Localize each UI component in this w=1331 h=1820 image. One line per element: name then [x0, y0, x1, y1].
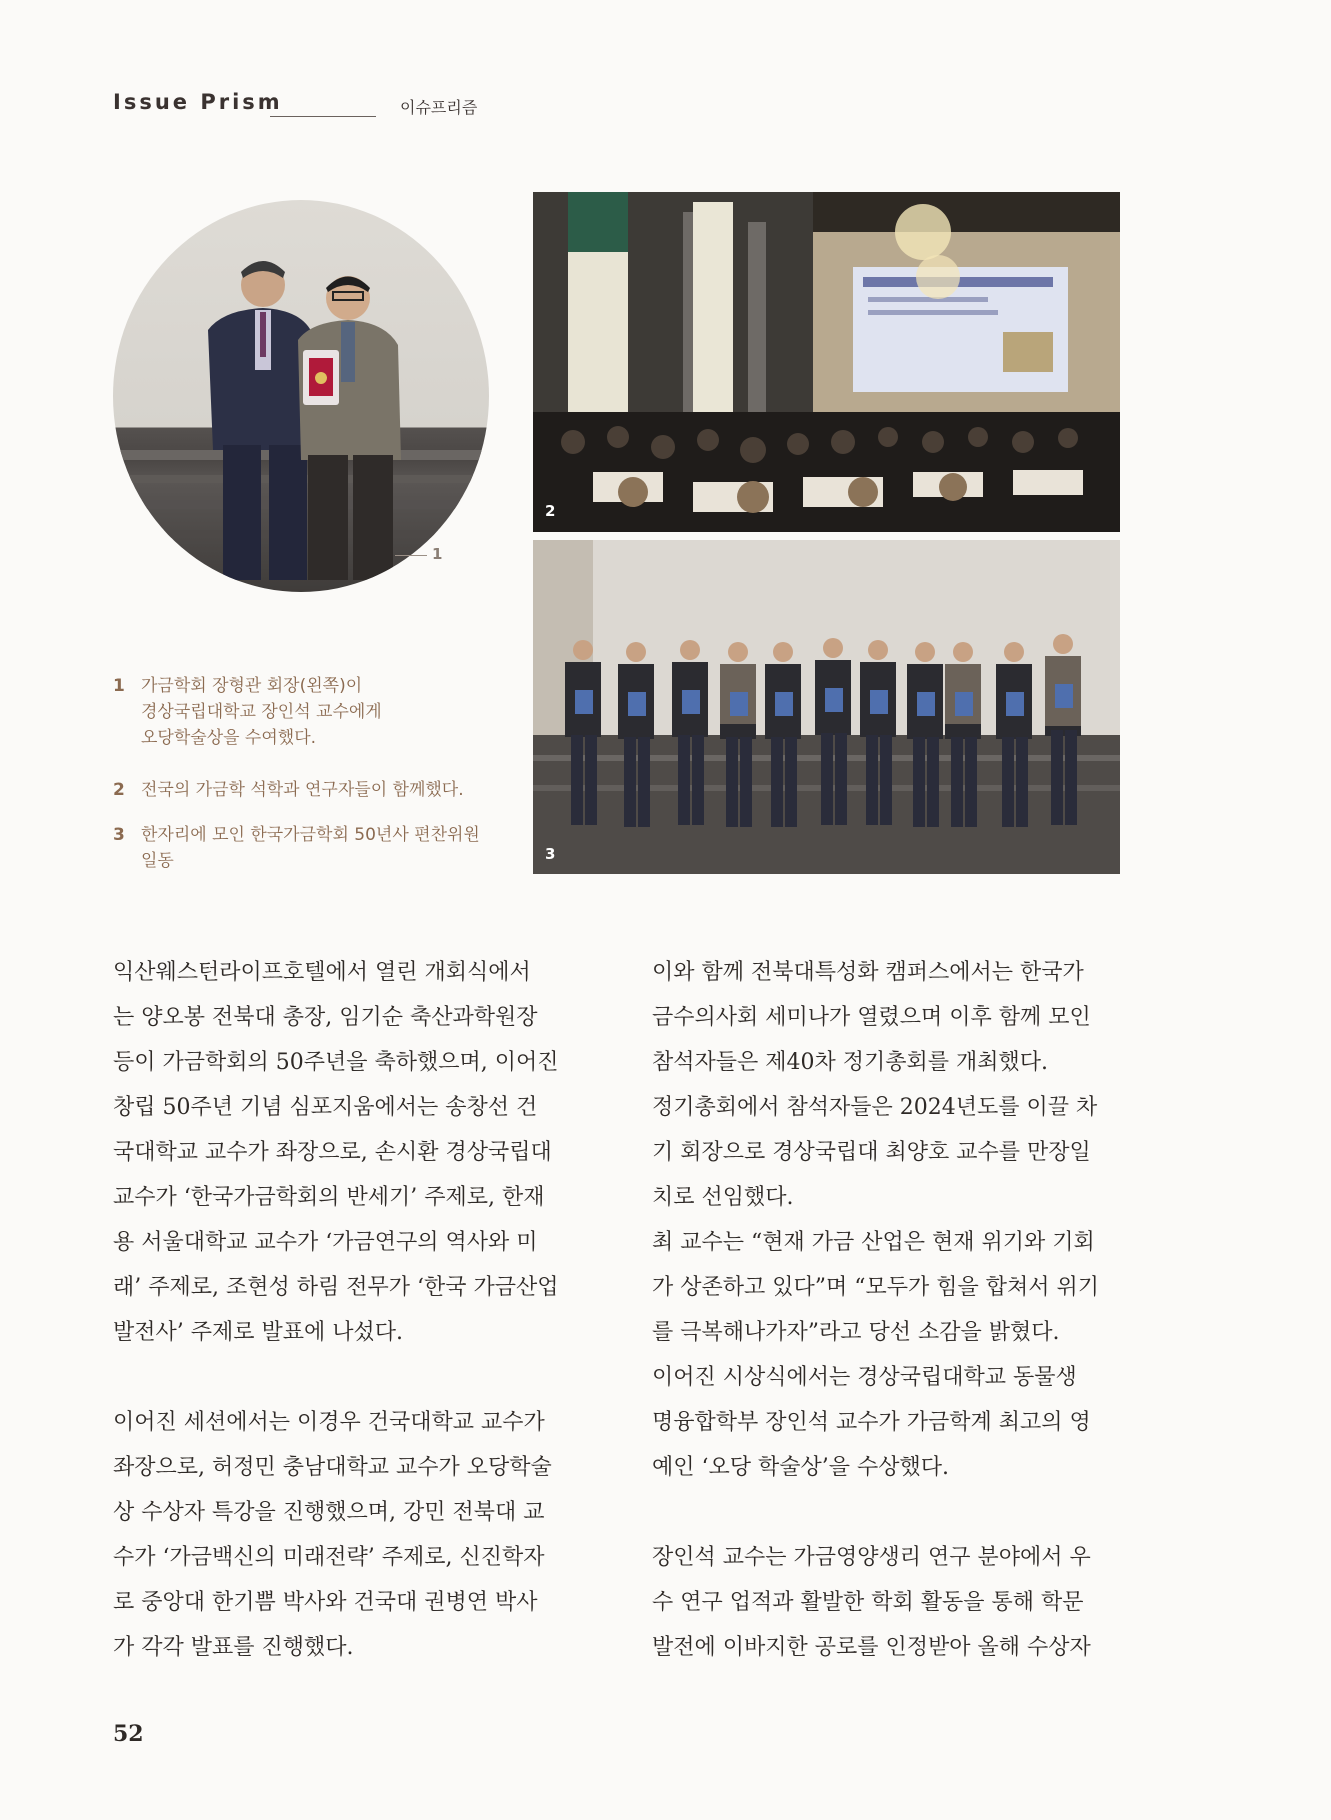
- photo3-number: 3: [545, 845, 556, 863]
- caption-2-number: 2: [113, 780, 125, 800]
- caption-1-text: 가금학회 장형관 회장(왼쪽)이 경상국립대학교 장인석 교수에게 오당학술상을 수여했다.: [141, 676, 382, 748]
- caption-2-text: 전국의 가금학 석학과 연구자들이 함께했다.: [141, 780, 464, 800]
- header-divider: [270, 116, 376, 117]
- caption-3-text: 한자리에 모인 한국가금학회 50년사 편찬위원 일동: [141, 825, 480, 871]
- photo2-number: 2: [545, 502, 556, 520]
- body-left-column-2: [113, 1400, 583, 1670]
- photo1-number-line: [395, 555, 427, 556]
- section-title-ko: 이슈프리즘: [400, 98, 478, 117]
- body-right-paragraph-2: 정기총회에서 참석자들은 2024년도를 이끌 차 기 회장으로 경상국립대 최양호 교수를 만장일 치로 선임했다.: [652, 1095, 1098, 1210]
- photo-conference-hall: [533, 192, 1120, 532]
- body-left-column: [113, 950, 583, 1355]
- photo1-number: 1: [432, 545, 443, 563]
- body-right-column-2: [652, 1535, 1122, 1670]
- section-title-en: Issue Prism: [113, 90, 283, 114]
- body-left-paragraph-1: 익산웨스턴라이프호텔에서 열린 개회식에서 는 양오봉 전북대 총장, 임기순 축산과학원장 등이 가금학회의 50주년을 축하했으며, 이어진 창립 50주년 기념 심포지움에서는 송창선 건 국대학교 교수가 좌장으로, 손시환 경상국립대 교수가 ‘한국가금학회의 반세기’ 주제로, 한재 용 서울대학교 교수가 ‘가금연구의 역사와 미 래’ 주제로, 조현성 하림 전무가 ‘한국 가금산업 발전사’ 주제로 발표에 나섰다.: [113, 960, 559, 1345]
- page-number: 52: [113, 1721, 144, 1747]
- body-right-paragraph-3: 최 교수는 “현재 가금 산업은 현재 위기와 기회 가 상존하고 있다”며 “모두가 힘을 합쳐서 위기 를 극복해나가자”라고 당선 소감을 밝혔다.: [652, 1230, 1099, 1345]
- caption-3-number: 3: [113, 825, 125, 845]
- photo-committee-group: [533, 540, 1120, 874]
- caption-1-number: 1: [113, 676, 125, 696]
- photo-award-presentation: [113, 200, 489, 592]
- body-right-paragraph-5: 장인석 교수는 가금영양생리 연구 분야에서 우 수 연구 업적과 활발한 학회 활동을 통해 학문 발전에 이바지한 공로를 인정받아 올해 수상자: [652, 1545, 1091, 1660]
- body-left-paragraph-2: 이어진 세션에서는 이경우 건국대학교 교수가 좌장으로, 허정민 충남대학교 교수가 오당학술 상 수상자 특강을 진행했으며, 강민 전북대 교 수가 ‘가금백신의 미래전략’ 주제로, 신진학자 로 중앙대 한기쁨 박사와 건국대 권병연 박사 가 각각 발표를 진행했다.: [113, 1410, 552, 1660]
- body-right-column: [652, 950, 1122, 1490]
- body-right-paragraph-4: 이어진 시상식에서는 경상국립대학교 동물생 명융합학부 장인석 교수가 가금학계 최고의 영 예인 ‘오당 학술상’을 수상했다.: [652, 1365, 1091, 1480]
- body-right-paragraph-1: 이와 함께 전북대특성화 캠퍼스에서는 한국가 금수의사회 세미나가 열렸으며 이후 함께 모인 참석자들은 제40차 정기총회를 개최했다.: [652, 960, 1091, 1075]
